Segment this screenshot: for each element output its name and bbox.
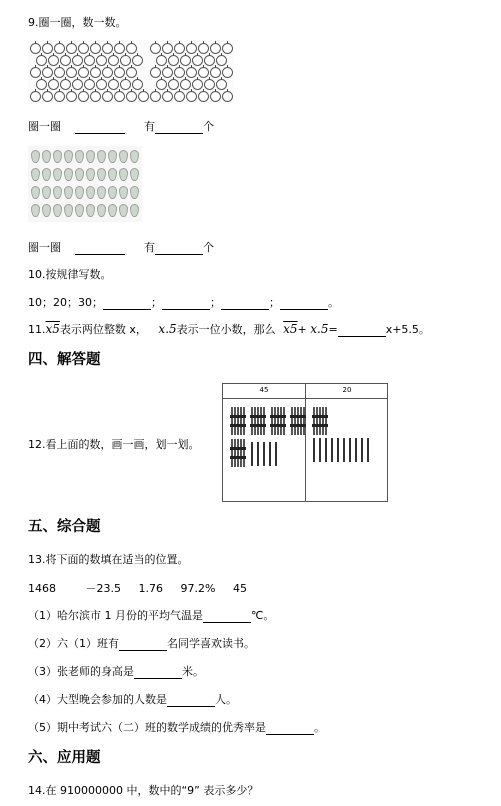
single-stick (355, 438, 357, 462)
q9-row2-blank1[interactable] (75, 242, 125, 255)
pear-icon (119, 204, 128, 217)
stick-bundle (271, 407, 285, 435)
pear-icon (31, 204, 40, 217)
pear-icon (119, 186, 128, 199)
item-suffix: ℃。 (251, 609, 275, 622)
single-stick (263, 442, 265, 466)
apple-icon (222, 67, 233, 78)
item-text: （5）期中考试六（二）班的数学成绩的优秀率是 (28, 721, 266, 734)
q13-item-3 (28, 663, 204, 679)
pear-icon (119, 150, 128, 163)
q10-title: 10.按规律写数。 (28, 268, 112, 281)
pear-icon (75, 168, 84, 181)
pear-icon (53, 204, 62, 217)
pear-icon (86, 186, 95, 199)
q12-text: 12.看上面的数，画一画，划一划。 (28, 438, 200, 451)
pear-icon (108, 168, 117, 181)
apple-icon (192, 55, 203, 66)
q11-blank[interactable] (338, 324, 386, 337)
q11-result: x+5.5。 (385, 323, 430, 336)
apple-icon (132, 79, 143, 90)
q14-text: 14.在 910000000 中，数中的“9” 表示多少？ (28, 784, 259, 797)
pear-icon (130, 168, 139, 181)
apple-icon (84, 79, 95, 90)
q11-text1: 表示两位整数 x， (59, 323, 147, 336)
pear-icon (64, 204, 73, 217)
item-blank[interactable] (167, 694, 215, 707)
q11-text2: 表示一位小数，那么 (176, 323, 276, 336)
apple-icon (126, 91, 137, 102)
pear-icon (130, 204, 139, 217)
pear-icon (53, 168, 62, 181)
apple-icon (210, 67, 221, 78)
apple-icon (150, 91, 161, 102)
apple-icon (42, 91, 53, 102)
item-text: （3）张老师的身高是 (28, 665, 134, 678)
q13-number-list (28, 580, 247, 596)
pear-icon (64, 150, 73, 163)
apple-icon (222, 43, 233, 54)
pear-icon (97, 168, 106, 181)
q9-row1-lead: 圈一圈 (28, 120, 61, 133)
apple-icon (186, 91, 197, 102)
number-item: 1.76 (138, 582, 163, 595)
apple-icon (108, 79, 119, 90)
apple-icon (216, 79, 227, 90)
pear-icon (42, 150, 51, 163)
apple-icon (138, 91, 149, 102)
apple-icon (132, 55, 143, 66)
single-stick (251, 442, 253, 466)
sticks-drawing (223, 399, 387, 501)
single-stick (325, 438, 327, 462)
overline-x5: x5 (45, 322, 60, 336)
pear-icon (97, 186, 106, 199)
pear-icon (75, 150, 84, 163)
apple-icon (198, 91, 209, 102)
pear-icon (108, 150, 117, 163)
q9-title: 9.圈一圈，数一数。 (28, 16, 127, 29)
apple-icon (108, 55, 119, 66)
pear-icon (97, 150, 106, 163)
stick-bundle (251, 407, 265, 435)
stick-bundle (231, 407, 245, 435)
apple-icon (126, 43, 137, 54)
sep: ； (210, 296, 221, 309)
pear-icon (53, 150, 62, 163)
number-item: 97.2% (180, 582, 216, 595)
apple-icon (114, 43, 125, 54)
single-stick (313, 438, 315, 462)
pear-icon (119, 168, 128, 181)
apple-icon (78, 43, 89, 54)
seq-blank-1[interactable] (103, 297, 151, 310)
counting-table (222, 383, 388, 502)
section4-title: 四、解答题 (28, 352, 101, 368)
single-stick (319, 438, 321, 462)
pear-icon (64, 186, 73, 199)
plus-sign: + (297, 323, 307, 336)
single-stick (275, 442, 277, 466)
apple-icon (96, 79, 107, 90)
single-stick (269, 442, 271, 466)
apple-icon (126, 67, 137, 78)
seq-blank-2[interactable] (162, 297, 210, 310)
apple-icon (54, 91, 65, 102)
apple-icon (84, 55, 95, 66)
apple-icon (186, 67, 197, 78)
item-text: （2）六（1）班有 (28, 637, 119, 650)
q9-row2-mid: 有 (144, 241, 155, 254)
q13-item-2 (28, 635, 255, 651)
q11-number: 11. (28, 323, 46, 336)
pear-icon (97, 204, 106, 217)
apple-icon (162, 91, 173, 102)
apples-image (28, 40, 234, 104)
q9-row1-unit: 个 (203, 120, 214, 133)
apple-icon (210, 43, 221, 54)
stick-bundle (291, 407, 305, 435)
apple-icon (60, 79, 71, 90)
item-text: （1）哈尔滨市 1 月份的平均气温是 (28, 609, 203, 622)
q9-row2-lead: 圈一圈 (28, 241, 61, 254)
item-suffix: 名同学喜欢读书。 (167, 637, 255, 650)
x-point-5: x.5 (158, 322, 177, 336)
apple-icon (30, 67, 41, 78)
pear-icon (108, 186, 117, 199)
apple-icon (54, 43, 65, 54)
apple-icon (120, 55, 131, 66)
number-item: 1468 (28, 582, 56, 595)
apple-icon (36, 79, 47, 90)
apple-icon (54, 67, 65, 78)
equals-sign: = (328, 323, 338, 336)
sep: ； (42, 296, 53, 309)
q9-row1 (28, 118, 214, 134)
section6-title: 六、应用题 (28, 750, 101, 766)
item-blank[interactable] (203, 610, 251, 623)
number-item: －23.5 (85, 582, 121, 595)
pear-icon (75, 204, 84, 217)
pear-icon (75, 186, 84, 199)
pear-icon (42, 204, 51, 217)
apple-icon (90, 43, 101, 54)
single-stick (257, 442, 259, 466)
q9-row1-blank2[interactable] (155, 121, 203, 134)
apple-icon (174, 67, 185, 78)
sep: ； (67, 296, 78, 309)
apple-icon (156, 55, 167, 66)
apple-icon (180, 55, 191, 66)
apple-icon (192, 79, 203, 90)
apple-icon (114, 91, 125, 102)
apple-icon (150, 43, 161, 54)
apple-icon (30, 91, 41, 102)
q9-row2-unit: 个 (203, 241, 214, 254)
seq-end: 。 (328, 296, 339, 309)
apple-icon (36, 55, 47, 66)
apple-icon (102, 91, 113, 102)
apple-icon (66, 43, 77, 54)
stick-bundle (231, 439, 245, 467)
single-stick (361, 438, 363, 462)
pear-icon (42, 186, 51, 199)
apple-icon (48, 79, 59, 90)
apple-icon (174, 43, 185, 54)
apple-icon (114, 67, 125, 78)
item-text: （4）大型晚会参加的人数是 (28, 693, 167, 706)
apple-icon (78, 67, 89, 78)
pears-image (28, 146, 142, 222)
q13-item-5 (28, 719, 325, 735)
item-blank[interactable] (119, 638, 167, 651)
apple-icon (174, 91, 185, 102)
apple-icon (120, 79, 131, 90)
apple-icon (204, 55, 215, 66)
apple-icon (72, 79, 83, 90)
apple-icon (222, 91, 233, 102)
sep: ； (151, 296, 162, 309)
stick-bundle (313, 407, 327, 435)
q9-row1-blank1[interactable] (75, 121, 125, 134)
q13-item-1 (28, 607, 274, 623)
q9-row2-blank2[interactable] (155, 242, 203, 255)
apple-icon (72, 55, 83, 66)
q10-sequence (28, 294, 339, 310)
pear-icon (31, 168, 40, 181)
expr-x5: x5 (283, 322, 298, 336)
apple-icon (168, 79, 179, 90)
apple-icon (30, 43, 41, 54)
q13-item-4 (28, 691, 237, 707)
single-stick (367, 438, 369, 462)
pear-icon (108, 204, 117, 217)
apple-icon (186, 43, 197, 54)
apple-icon (162, 67, 173, 78)
apple-icon (42, 43, 53, 54)
item-blank[interactable] (134, 666, 182, 679)
apple-icon (198, 67, 209, 78)
single-stick (349, 438, 351, 462)
pear-icon (86, 168, 95, 181)
apple-icon (90, 67, 101, 78)
apple-icon (204, 79, 215, 90)
seq-30: 30 (78, 296, 92, 309)
single-stick (337, 438, 339, 462)
apple-icon (210, 91, 221, 102)
apple-icon (66, 67, 77, 78)
sep: ； (92, 296, 103, 309)
pear-icon (64, 168, 73, 181)
single-stick (331, 438, 333, 462)
apple-icon (60, 55, 71, 66)
seq-20: 20 (53, 296, 67, 309)
apple-icon (90, 91, 101, 102)
q9-row2 (28, 239, 214, 255)
pear-icon (53, 186, 62, 199)
item-suffix: 。 (314, 721, 325, 734)
q11-line (28, 321, 430, 337)
apple-icon (216, 55, 227, 66)
apple-icon (168, 55, 179, 66)
pear-icon (42, 168, 51, 181)
apple-icon (96, 55, 107, 66)
seq-blank-4[interactable] (280, 297, 328, 310)
q9-row1-mid: 有 (144, 120, 155, 133)
left-header: 45 (259, 386, 269, 394)
q13-title: 13.将下面的数填在适当的位置。 (28, 553, 189, 566)
seq-blank-3[interactable] (221, 297, 269, 310)
pear-icon (31, 186, 40, 199)
pear-icon (130, 186, 139, 199)
pear-icon (86, 204, 95, 217)
apple-icon (66, 91, 77, 102)
apple-icon (150, 67, 161, 78)
right-header: 20 (342, 386, 352, 394)
item-suffix: 人。 (215, 693, 237, 706)
pear-icon (31, 150, 40, 163)
apple-icon (42, 67, 53, 78)
apple-icon (156, 79, 167, 90)
item-blank[interactable] (266, 722, 314, 735)
apple-icon (198, 43, 209, 54)
pear-icon (86, 150, 95, 163)
apple-icon (48, 55, 59, 66)
sep: ； (269, 296, 280, 309)
pear-icon (130, 150, 139, 163)
number-item: 45 (232, 582, 247, 595)
item-suffix: 米。 (182, 665, 204, 678)
section5-title: 五、综合题 (28, 519, 101, 535)
apple-icon (102, 67, 113, 78)
apple-icon (162, 43, 173, 54)
apple-icon (180, 79, 191, 90)
apple-icon (78, 91, 89, 102)
apple-icon (102, 43, 113, 54)
expr-x-point-5: x.5 (310, 322, 329, 336)
single-stick (343, 438, 345, 462)
seq-10: 10 (28, 296, 42, 309)
